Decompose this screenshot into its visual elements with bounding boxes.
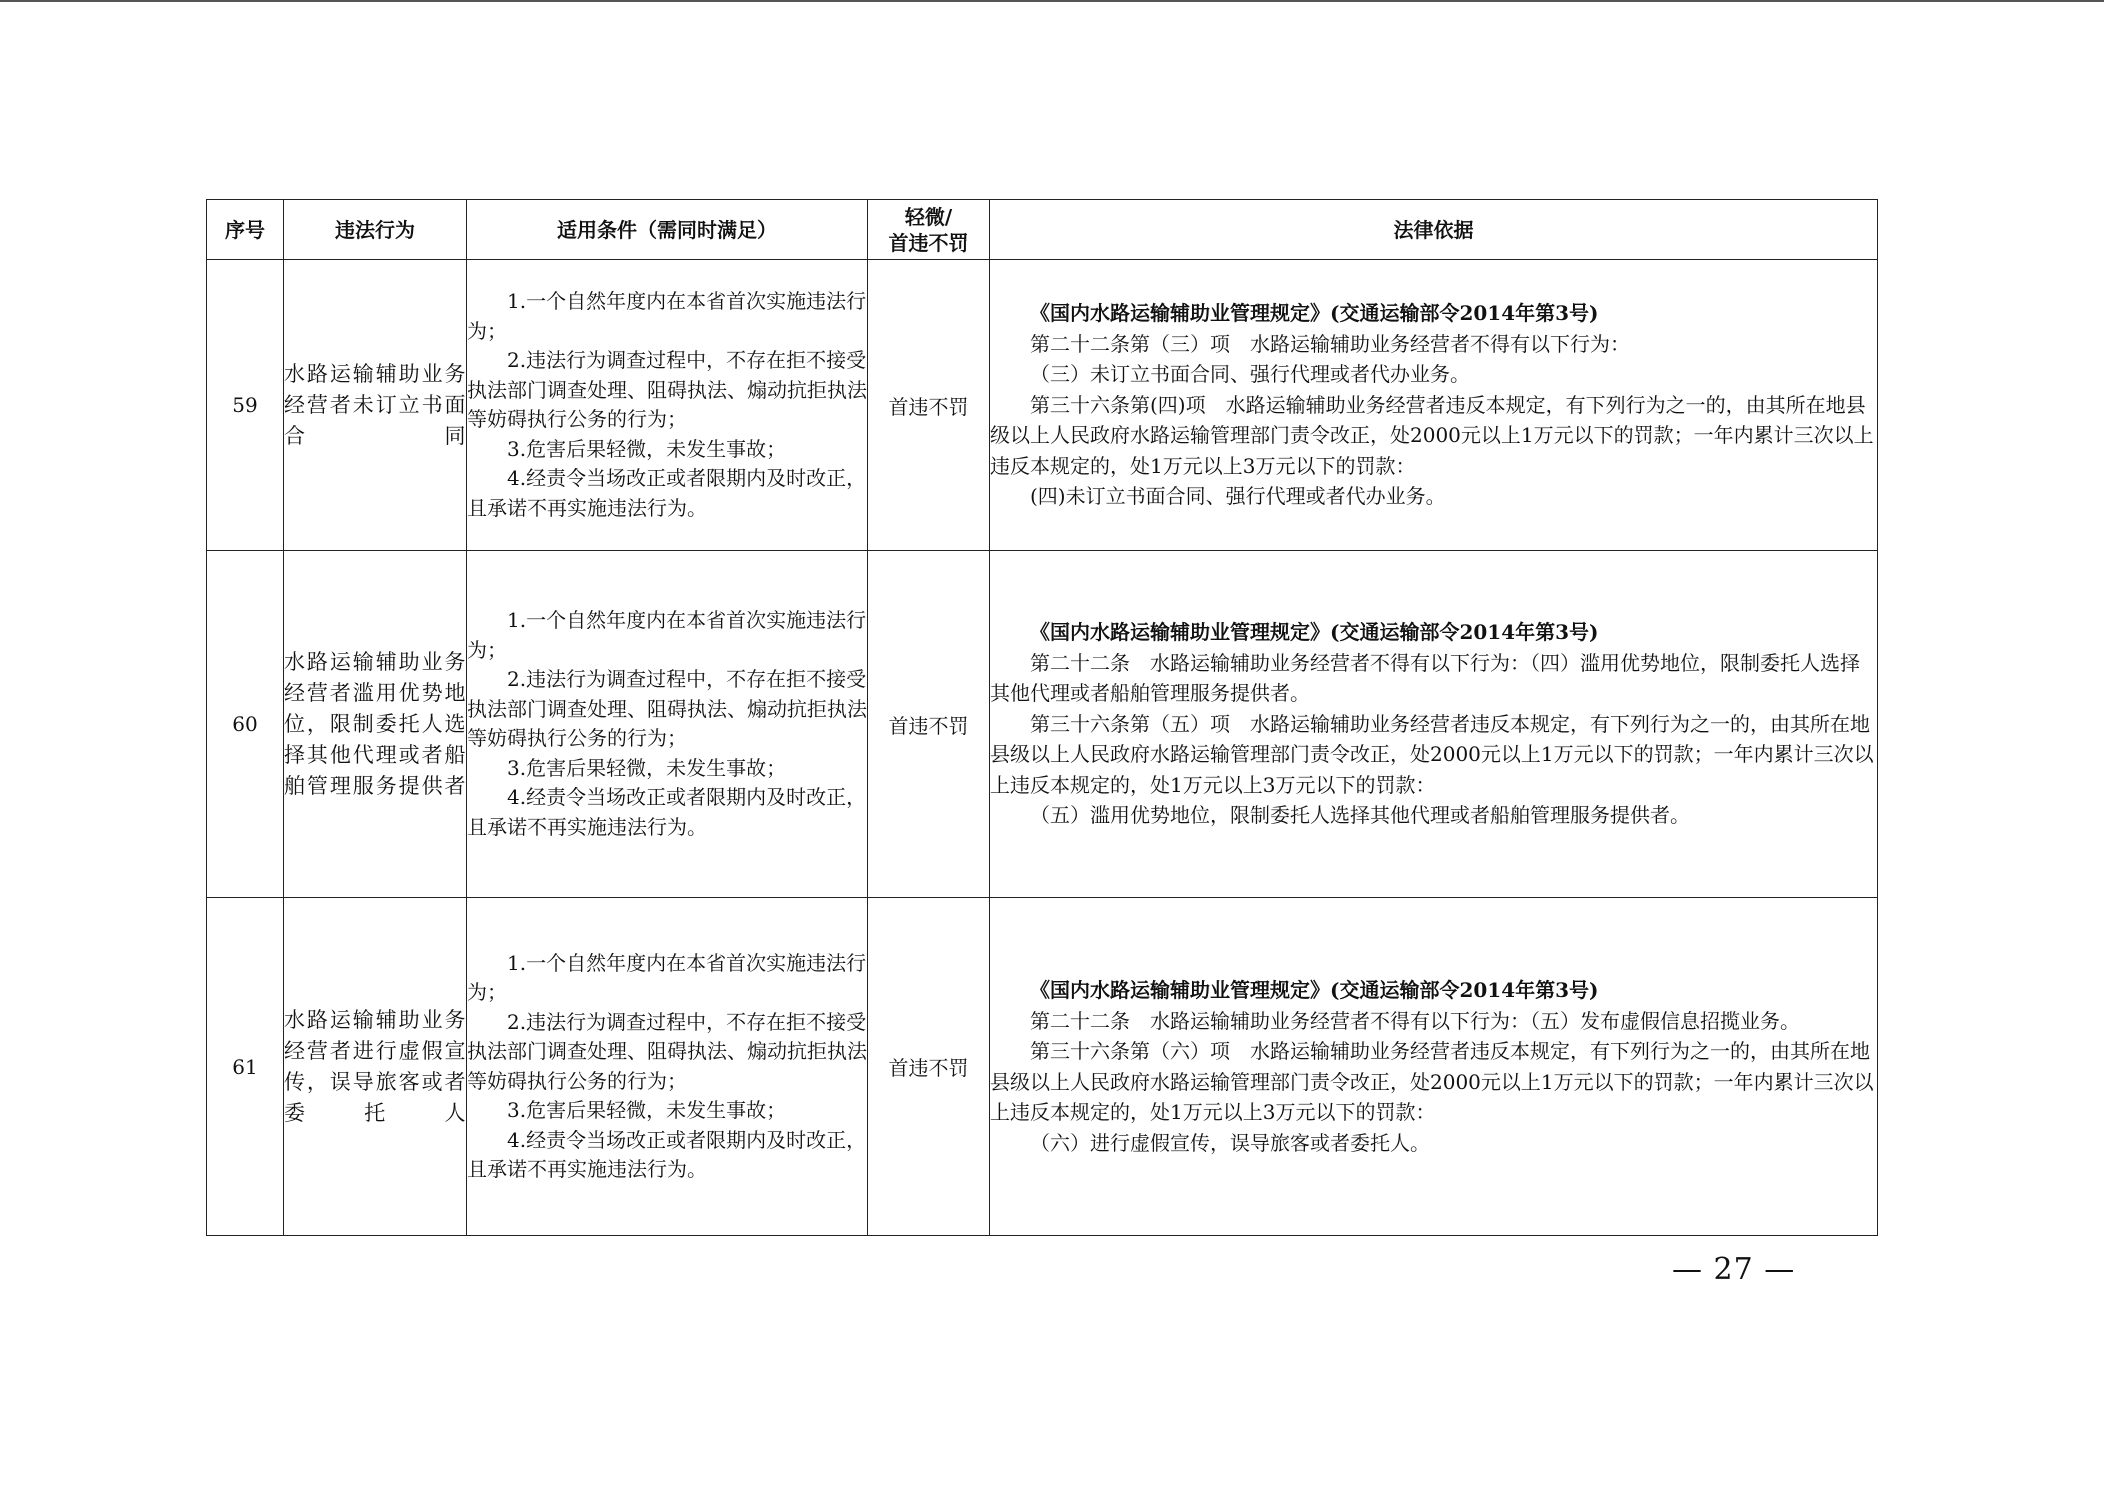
row-legal-basis: [990, 551, 1878, 898]
law-paragraph: 第二十二条 水路运输辅助业务经营者不得有以下行为：（四）滥用优势地位，限制委托人选择其他代理或者船舶管理服务提供者。: [990, 650, 1860, 706]
row-conditions: [467, 551, 868, 898]
header-penalty-line2: 首违不罚: [888, 230, 969, 255]
condition-item: 2.违法行为调查过程中，不存在拒不接受执法部门调查处理、阻碍执法、煽动抗拒执法等妨碍执行公务的行为；: [467, 348, 867, 431]
row-seq: 60: [207, 551, 284, 898]
law-paragraph: 第三十六条第（六）项 水路运输辅助业务经营者违反本规定，有下列行为之一的，由其所在地县级以上人民政府水路运输管理部门责令改正，处2000元以上1万元以下的罚款；一年内累计三次以上违反本规定的，处1万元以上3万元以下的罚款：: [990, 1039, 1874, 1124]
row-behavior: 水路运输辅助业务经营者进行虚假宣传，误导旅客或者委托人: [284, 1007, 466, 1125]
condition-item: 2.违法行为调查过程中，不存在拒不接受执法部门调查处理、阻碍执法、煽动抗拒执法等妨碍执行公务的行为；: [467, 1009, 867, 1093]
penalty-table: [206, 199, 1878, 1236]
header-penalty: [868, 200, 990, 260]
header-legal-basis: 法律依据: [990, 200, 1878, 260]
row-behavior-cell: [284, 551, 467, 898]
row-behavior: 水路运输辅助业务经营者滥用优势地位，限制委托人选择其他代理或者船舶管理服务提供者: [284, 649, 466, 798]
law-title: 《国内水路运输辅助业管理规定》(交通运输部令2014年第3号): [1030, 301, 1599, 326]
header-behavior: 违法行为: [284, 200, 467, 260]
row-conditions: [467, 260, 868, 551]
law-title: 《国内水路运输辅助业管理规定》(交通运输部令2014年第3号): [1030, 620, 1599, 645]
row-penalty: 首违不罚: [868, 551, 990, 898]
table-row: [207, 551, 1878, 898]
row-legal-basis: [990, 260, 1878, 551]
row-behavior: 水路运输辅助业务经营者未订立书面合同: [284, 361, 466, 448]
row-behavior-cell: [284, 898, 467, 1236]
table-header-row: [207, 200, 1878, 260]
condition-item: 4.经责令当场改正或者限期内及时改正，且承诺不再实施违法行为。: [467, 785, 867, 839]
law-paragraph: 第二十二条第（三）项 水路运输辅助业务经营者不得有以下行为：: [1030, 331, 1630, 356]
condition-item: 4.经责令当场改正或者限期内及时改正，且承诺不再实施违法行为。: [467, 1127, 867, 1181]
row-behavior-cell: [284, 260, 467, 551]
row-penalty: 首违不罚: [868, 260, 990, 551]
condition-item: 2.违法行为调查过程中，不存在拒不接受执法部门调查处理、阻碍执法、煽动抗拒执法等妨碍执行公务的行为；: [467, 667, 867, 750]
condition-item: 4.经责令当场改正或者限期内及时改正，且承诺不再实施违法行为。: [467, 466, 867, 520]
law-paragraph: （五）滥用优势地位，限制委托人选择其他代理或者船舶管理服务提供者。: [1030, 803, 1690, 828]
law-paragraph: 第二十二条 水路运输辅助业务经营者不得有以下行为：（五）发布虚假信息招揽业务。: [1030, 1008, 1800, 1033]
table-row: [207, 898, 1878, 1236]
law-paragraph: 第三十六条第（五）项 水路运输辅助业务经营者违反本规定，有下列行为之一的，由其所在地县级以上人民政府水路运输管理部门责令改正，处2000元以上1万元以下的罚款；一年内累计三次以上违反本规定的，处1万元以上3万元以下的罚款：: [990, 711, 1874, 797]
law-paragraph: （六）进行虚假宣传，误导旅客或者委托人。: [1030, 1130, 1430, 1155]
condition-item: 3.危害后果轻微，未发生事故；: [507, 436, 787, 461]
condition-item: 1.一个自然年度内在本省首次实施违法行为；: [467, 289, 867, 343]
table-row: [207, 260, 1878, 551]
row-seq: 59: [207, 260, 284, 551]
row-penalty: 首违不罚: [868, 898, 990, 1236]
top-border: [0, 0, 2104, 2]
header-penalty-line1: 轻微/: [904, 204, 953, 229]
law-paragraph: 第三十六条第(四)项 水路运输辅助业务经营者违反本规定，有下列行为之一的，由其所在地县级以上人民政府水路运输管理部门责令改正，处2000元以上1万元以下的罚款；一年内累计三次以上违反本规定的，处1万元以上3万元以下的罚款：: [990, 392, 1874, 478]
law-paragraph: （三）未订立书面合同、强行代理或者代办业务。: [1030, 362, 1470, 387]
row-conditions: [467, 898, 868, 1236]
header-conditions: 适用条件（需同时满足）: [467, 200, 868, 260]
condition-item: 1.一个自然年度内在本省首次实施违法行为；: [467, 608, 867, 662]
condition-item: 3.危害后果轻微，未发生事故；: [507, 1098, 787, 1122]
row-legal-basis: [990, 898, 1878, 1236]
law-paragraph: (四)未订立书面合同、强行代理或者代办业务。: [1030, 484, 1446, 509]
page-number: — 27 —: [1672, 1252, 1796, 1287]
row-seq: 61: [207, 898, 284, 1236]
law-title: 《国内水路运输辅助业管理规定》(交通运输部令2014年第3号): [1030, 978, 1599, 1002]
header-seq: 序号: [207, 200, 284, 260]
condition-item: 3.危害后果轻微，未发生事故；: [507, 755, 787, 780]
condition-item: 1.一个自然年度内在本省首次实施违法行为；: [467, 950, 867, 1004]
